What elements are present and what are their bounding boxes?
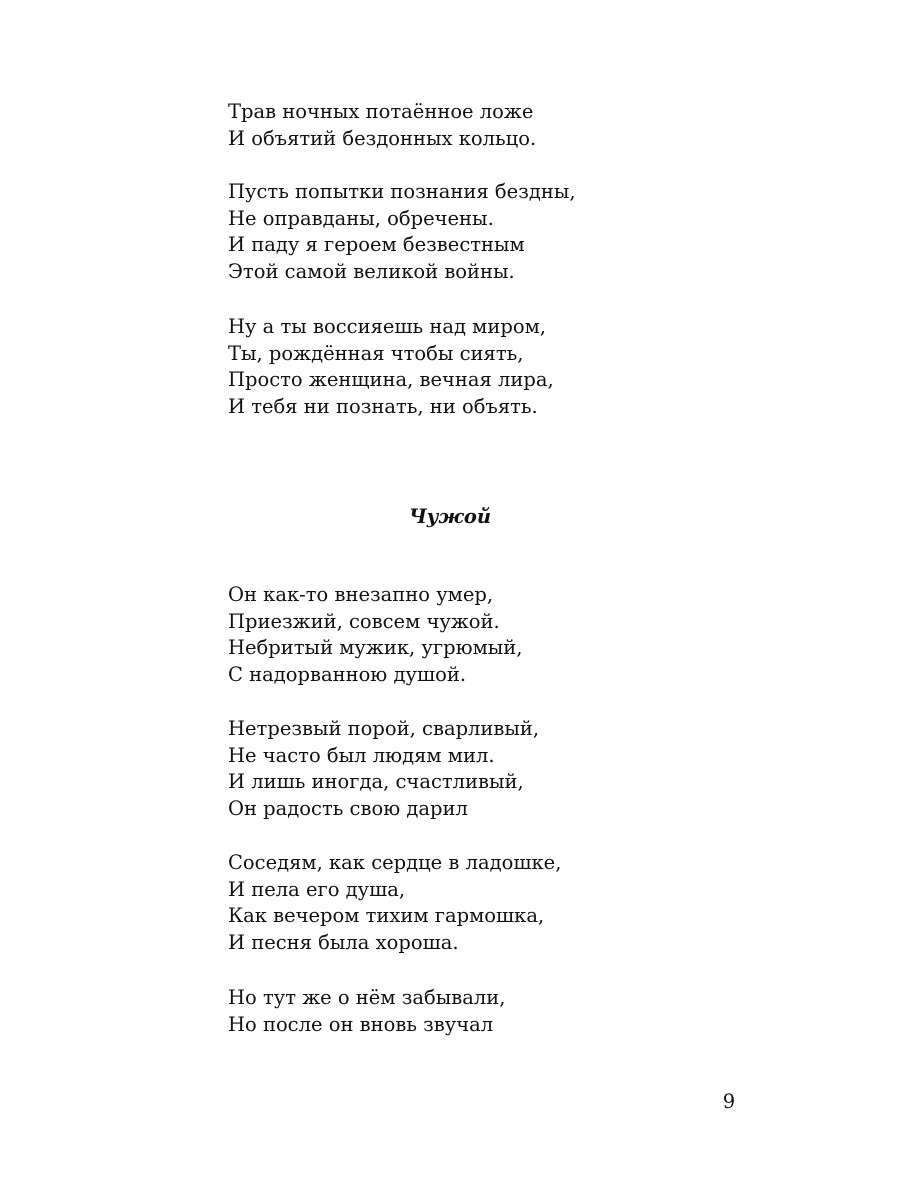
poem-line: Этой самой великой войны. [228,260,515,284]
poem-title: Чужой [408,505,492,528]
poem-line: Он как-то внезапно умер, [228,583,494,606]
poem-line: Не часто был людям мил. [228,743,495,767]
poem-line: И тебя ни познать, ни объять. [228,395,538,419]
poem-line: И пела его душа, [228,877,406,901]
stanza-previous-1 [228,99,536,152]
page-number: 9 [722,1090,736,1113]
poem-line: Соседям, как сердце в ладошке, [228,851,562,874]
poem-line: Просто женщина, вечная лира, [228,368,554,392]
poem-line: Но после он вновь звучал [228,1012,494,1036]
stanza-previous-2 [228,179,576,286]
poem-line: С надорванною душой. [228,663,467,687]
stanza-current-1 [228,582,522,689]
poem-line: Трав ночных потаённое ложе [228,100,534,123]
poem-line: И паду я героем безвестным [228,233,525,257]
stanza-previous-3 [228,314,554,421]
poem-line: Не оправданы, обречены. [228,206,494,230]
poem-line: Он радость свою дарил [228,797,468,821]
poem-line: И объятий бездонных кольцо. [228,126,537,150]
poem-line: Нетрезвый порой, сварливый, [228,717,540,740]
poem-line: И лишь иногда, счастливый, [228,770,524,794]
poem-line: Как вечером тихим гармошка, [228,904,545,928]
stanza-current-4 [228,985,505,1038]
poem-line: Пусть попытки познания бездны, [228,180,576,203]
poem-line: Приезжий, совсем чужой. [228,609,500,633]
stanza-current-2 [228,716,539,823]
poem-line: Но тут же о нём забывали, [228,986,506,1009]
stanza-current-3 [228,850,561,957]
poem-line: Ты, рождённая чтобы сиять, [228,341,524,365]
poem-line: Небритый мужик, угрюмый, [228,636,523,660]
poem-line: И песня была хороша. [228,931,459,955]
poem-line: Ну а ты воссияешь над миром, [228,315,546,338]
